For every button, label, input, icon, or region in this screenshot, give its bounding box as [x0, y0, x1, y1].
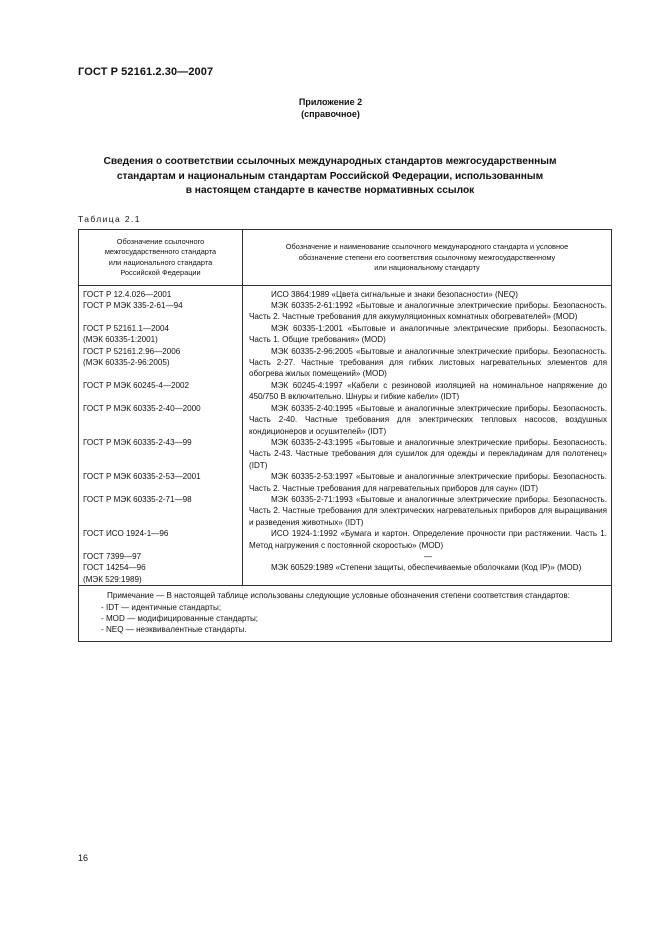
- table-note-row: [79, 586, 612, 642]
- column-header-line: Российской Федерации: [120, 268, 201, 278]
- table-row: [79, 323, 612, 346]
- standard-designation: ГОСТ Р МЭК 335-2-61—94: [83, 301, 183, 311]
- description-cell: [243, 346, 612, 380]
- description-cell: [243, 285, 612, 300]
- standard-cell: [79, 346, 243, 380]
- column-header-line: обозначение степени его соответствия ссылочному межгосударственному: [298, 252, 556, 262]
- standard-description: ИСО 3864:1989 «Цвета сигнальные и знаки безопасности» (NEQ): [271, 289, 518, 299]
- standard-cell: [79, 380, 243, 403]
- standard-description: МЭК 60335-2-61:1992 «Бытовые и аналогичные электрические приборы. Безопасность. Часть 2. Частные требования для аккумуляционных комнатных обогревателей» (MOD): [249, 301, 607, 322]
- description-cell: [243, 300, 612, 323]
- standard-description: МЭК 60335-2-40:1995 «Бытовые и аналогичные электрические приборы. Безопасность. Часть 2-40. Частные требования для электрических тепловых насосов, воздушных кондиционеров и осушителей» (IDT): [249, 403, 607, 436]
- table-row: [79, 551, 612, 562]
- table-row: [79, 471, 612, 494]
- page-number: 16: [78, 853, 89, 863]
- table-row: [79, 346, 612, 380]
- standard-equivalent: (МЭК 60335-1:2001): [83, 335, 158, 345]
- column-header-international: [243, 230, 612, 286]
- description-cell: [243, 562, 612, 585]
- column-header-line: или национальному стандарту: [374, 263, 480, 273]
- correspondence-table: [78, 229, 612, 642]
- column-header-line: Обозначение ссылочного: [116, 237, 205, 246]
- description-cell: [243, 551, 612, 562]
- standard-description: МЭК 60335-2-71:1993 «Бытовые и аналогичные электрические приборы. Безопасность. Часть 2. Частные требования для электрических нагревательных приборов для выращивания и разведения животных» (IDT): [249, 494, 607, 527]
- annex-type: (справочное): [301, 109, 360, 119]
- standard-designation: ГОСТ Р МЭК 60335-2-53—2001: [83, 472, 201, 482]
- description-cell: [243, 437, 612, 471]
- column-header-line: межгосударственного стандарта: [104, 247, 217, 257]
- standard-cell: [79, 551, 243, 562]
- standard-designation: ГОСТ Р 52161.2.96—2006: [83, 346, 181, 356]
- description-cell: [243, 380, 612, 403]
- standard-designation: ГОСТ Р МЭК 60335-2-40—2000: [83, 403, 201, 413]
- column-header-standard: [79, 230, 243, 286]
- annex-title: [0, 96, 661, 120]
- standard-description: МЭК 60335-1:2001 «Бытовые и аналогичные электрические приборы. Безопасность. Часть 1. Общие требования» (MOD): [249, 323, 607, 345]
- standard-designation: ГОСТ Р МЭК 60335-2-43—99: [83, 437, 192, 447]
- standard-description: МЭК 60335-2-43:1995 «Бытовые и аналогичные электрические приборы. Безопасность. Часть 2-43. Частные требования для сушилок для одежды и перекладинам для полотенец» (IDT): [249, 437, 607, 470]
- standard-description: МЭК 60335-2-53:1997 «Бытовые и аналогичные электрические приборы. Безопасность. Часть 2. Частные требования для нагревательных приборов для саун» (IDT): [249, 472, 607, 493]
- standard-designation: ГОСТ ИСО 1924-1—96: [83, 529, 169, 539]
- table-caption: Таблица 2.1: [78, 214, 141, 224]
- standard-cell: [79, 300, 243, 323]
- table-header-row: [79, 230, 612, 286]
- column-header-line: Обозначение и наименование ссылочного международного стандарта и условное: [285, 242, 569, 252]
- table-row: [79, 285, 612, 300]
- standard-designation: ГОСТ Р 52161.1—2004: [83, 323, 169, 333]
- table-row: [79, 528, 612, 551]
- standard-cell: [79, 494, 243, 528]
- heading-line: Сведения о соответствии ссылочных международных стандартов межгосударственным: [103, 156, 557, 167]
- standard-designation: ГОСТ Р МЭК 60245-4—2002: [83, 380, 189, 390]
- heading-line: стандартам и национальным стандартам Российской Федерации, использованным: [116, 170, 544, 182]
- standard-cell: [79, 471, 243, 494]
- standard-description: ИСО 1924-1:1992 «Бумага и картон. Определение прочности при растяжении. Часть 1. Метод нагружения с постоянной скоростью» (MOD): [249, 529, 607, 550]
- standard-cell: [79, 285, 243, 300]
- column-header-line: или национального стандарта: [108, 257, 213, 267]
- standard-cell: [79, 562, 243, 585]
- standard-cell: [79, 528, 243, 551]
- standard-description: МЭК 60529:1989 «Степени защиты, обеспечиваемые оболочками (Код IP)» (MOD): [271, 563, 582, 573]
- standard-designation: ГОСТ 7399—97: [83, 551, 142, 561]
- description-cell: [243, 528, 612, 551]
- heading-line: в настоящем стандарте в качестве нормативных ссылок: [185, 185, 475, 196]
- standard-description: МЭК 60245-4:1997 «Кабели с резиновой изоляцией на номинальное напряжение до 450/750 В включительно. Шнуры и гибкие кабели» (IDT): [249, 380, 607, 402]
- table-note: [79, 586, 612, 642]
- standard-equivalent: (МЭК 529:1989): [83, 574, 142, 584]
- standard-description: —: [423, 551, 433, 561]
- table-row: [79, 562, 612, 585]
- standard-equivalent: (МЭК 60335-2-96:2005): [83, 358, 170, 368]
- section-heading: [70, 155, 590, 199]
- note-item: - IDT — идентичные стандарты;: [101, 602, 222, 612]
- note-text: Примечание — В настоящей таблице использованы следующие условные обозначения степени соответствия стандартов:: [107, 591, 570, 601]
- standard-cell: [79, 323, 243, 346]
- description-cell: [243, 494, 612, 528]
- standard-cell: [79, 437, 243, 471]
- description-cell: [243, 471, 612, 494]
- standard-description: МЭК 60335-2-96:2005 «Бытовые и аналогичные электрические приборы. Безопасность. Часть 2-27. Частные требования для гибких листовых нагревательных элементов для обогрева жилых помещений» (MOD): [249, 346, 607, 379]
- table-row: [79, 403, 612, 437]
- description-cell: [243, 403, 612, 437]
- standard-designation: ГОСТ Р 12.4.026—2001: [83, 289, 172, 299]
- annex-label: Приложение 2: [298, 97, 363, 107]
- table-row: [79, 437, 612, 471]
- table-row: [79, 494, 612, 528]
- standard-designation: ГОСТ 14254—96: [83, 563, 146, 573]
- standard-cell: [79, 403, 243, 437]
- document-code: ГОСТ Р 52161.2.30—2007: [78, 66, 214, 78]
- description-cell: [243, 323, 612, 346]
- table-row: [79, 300, 612, 323]
- note-item: - MOD — модифицированные стандарты;: [101, 614, 259, 623]
- note-item: - NEQ — неэквивалентные стандарты.: [101, 625, 247, 635]
- standard-designation: ГОСТ Р МЭК 60335-2-71—98: [83, 494, 192, 504]
- table-row: [79, 380, 612, 403]
